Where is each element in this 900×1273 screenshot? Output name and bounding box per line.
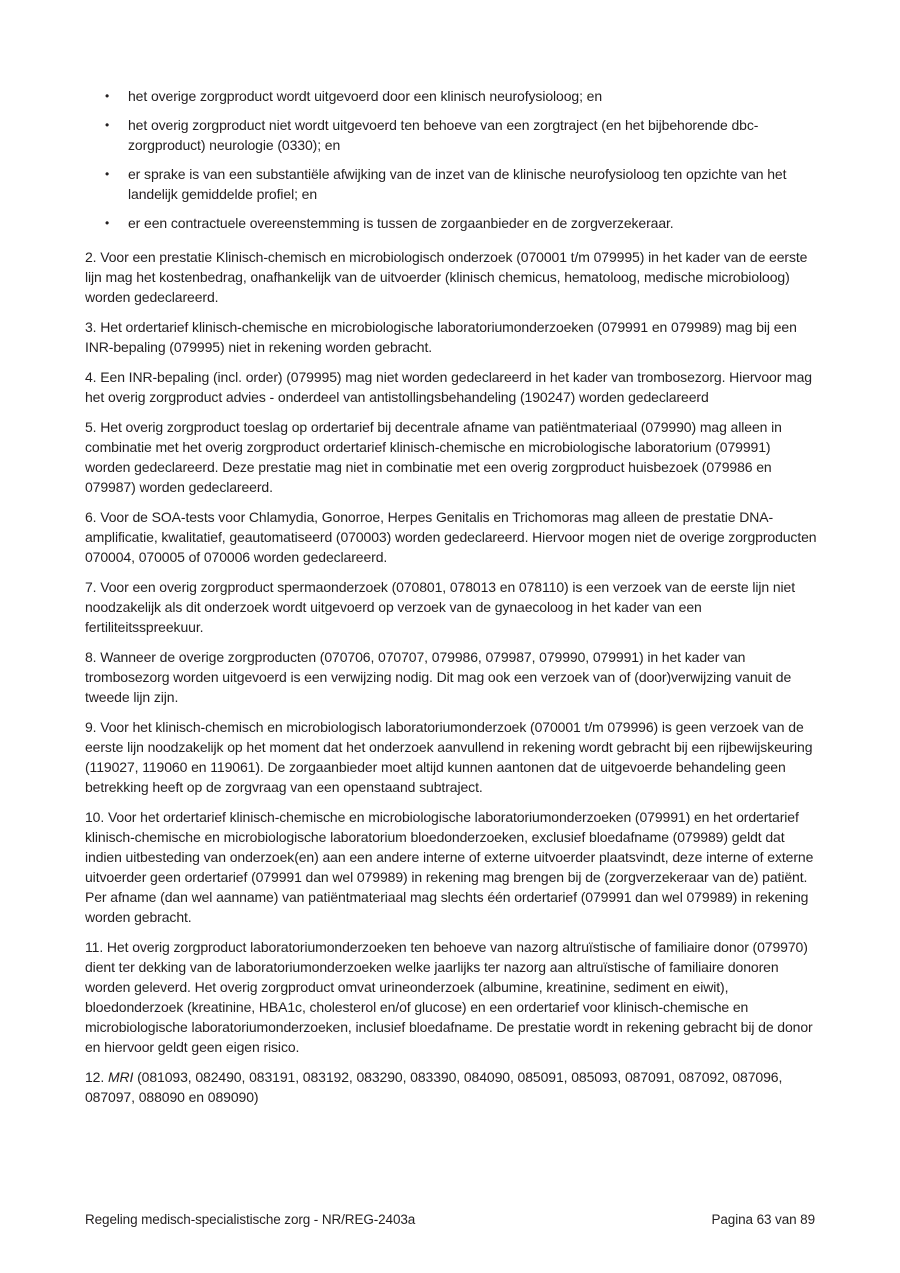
bullet-text: er sprake is van een substantiële afwijking van de inzet van de klinische neurofysioloog ten opzichte van het landelijk gemiddelde profiel; en [128,166,787,202]
paragraph-10: 10. Voor het ordertarief klinisch-chemische en microbiologische laboratoriumonderzoeken (079991) en het ordertarief klinisch-chemische en microbiologische laboratorium bloedonderzoeken, exclusief bloedafname (079989) geldt dat indien uitbesteding van onderzoek(en) aan een andere interne of externe uitvoerder plaatsvindt, deze interne of externe uitvoerder geen ordertarief (079991 dan wel 079989) in rekening mag brengen bij de (zorgverzekeraar van de) patiënt. Per afname (dan wel aanname) van patiëntmateriaal mag slechts één ordertarief (079991 dan wel 079989) in rekening worden gebracht. [85,809,814,925]
footer-doc-title: Regeling medisch-specialistische zorg - NR/REG-2403a [85,1212,416,1227]
bullet-text: het overig zorgproduct niet wordt uitgevoerd ten behoeve van een zorgtraject (en het bijbehorende dbc-zorgproduct) neurologie (0330); en [128,117,759,153]
paragraph-11: 11. Het overig zorgproduct laboratoriumonderzoeken ten behoeve van nazorg altruïstische of familiaire donor (079970) dient ter dekking van de laboratoriumonderzoeken welke jaarlijks ter nazorg aan altruïstische of familiaire donoren worden geleverd. Het overig zorgproduct omvat urineonderzoek (albumine, kreatinine, sediment en eiwit), bloedonderzoek (kreatinine, HBA1c, cholesterol en/of glucose) en een ordertarief voor klinisch-chemische en microbiologische laboratoriumonderzoeken, inclusief bloedafname. De prestatie wordt in rekening gebracht bij de donor en hiervoor geldt geen eigen risico. [85,939,813,1055]
paragraph-2: 2. Voor een prestatie Klinisch-chemisch en microbiologisch onderzoek (070001 t/m 079995) in het kader van de eerste lijn mag het kostenbedrag, onafhankelijk van de uitvoerder (klinisch chemicus, hematoloog, medische microbioloog) worden gedeclareerd. [85,249,808,305]
paragraph-9: 9. Voor het klinisch-chemisch en microbiologisch laboratoriumonderzoek (070001 t/m 079996) is geen verzoek van de eerste lijn noodzakelijk op het moment dat het onderzoek aanvullend in rekening wordt gebracht bij een rijbewijskeuring (119027, 119060 en 119061). De zorgaanbieder moet altijd kunnen aantonen dat de uitgevoerde behandeling geen betrekking heeft op de zorgvraag van een openstaand subtraject. [85,719,813,795]
footer-page-number: Pagina 63 van 89 [711,1212,815,1227]
paragraph-12-codes: (081093, 082490, 083191, 083192, 083290, 083390, 084090, 085091, 085093, 087091, 087092, 087096, 087097, 088090 en 089090) [85,1069,783,1105]
bullet-item [105,86,817,106]
paragraph-12 [85,1067,817,1107]
bullet-item [105,164,817,204]
paragraph-12-number: 12. [85,1069,108,1085]
bullet-item [105,213,817,233]
bullet-icon: • [105,167,110,181]
bullet-text: het overige zorgproduct wordt uitgevoerd door een klinisch neurofysioloog; en [128,88,603,104]
paragraph-7: 7. Voor een overig zorgproduct spermaonderzoek (070801, 078013 en 078110) is een verzoek van de eerste lijn niet noodzakelijk als dit onderzoek wordt uitgevoerd op verzoek van de gynaecoloog in het kader van een fertiliteitsspreekuur. [85,579,796,635]
page-content [85,86,817,1117]
paragraph-3: 3. Het ordertarief klinisch-chemische en microbiologische laboratoriumonderzoeken (079991 en 079989) mag bij een INR-bepaling (079995) niet in rekening worden gebracht. [85,319,797,355]
bullet-icon: • [105,118,110,132]
bullet-icon: • [105,89,110,103]
bullet-list [85,86,817,233]
page-footer [85,1211,815,1229]
paragraph-5: 5. Het overig zorgproduct toeslag op ordertarief bij decentrale afname van patiëntmateriaal (079990) mag alleen in combinatie met het overig zorgproduct ordertarief klinisch-chemische en microbiologische laboratorium (079991) worden gedeclareerd. Deze prestatie mag niet in combinatie met een overig zorgproduct huisbezoek (079986 en 079987) worden gedeclareerd. [85,419,782,495]
bullet-icon: • [105,216,110,230]
paragraph-6: 6. Voor de SOA-tests voor Chlamydia, Gonorroe, Herpes Genitalis en Trichomoras mag alleen de prestatie DNA-amplificatie, kwalitatief, geautomatiseerd (070003) worden gedeclareerd. Hiervoor mogen niet de overige zorgproducten 070004, 070005 of 070006 worden gedeclareerd. [85,509,817,565]
paragraph-4: 4. Een INR-bepaling (incl. order) (079995) mag niet worden gedeclareerd in het kader van trombosezorg. Hiervoor mag het overig zorgproduct advies - onderdeel van antistollingsbehandeling (190247) worden gedeclareerd [85,369,812,405]
bullet-item [105,115,817,155]
bullet-text: er een contractuele overeenstemming is tussen de zorgaanbieder en de zorgverzekeraar. [128,215,674,231]
paragraph-8: 8. Wanneer de overige zorgproducten (070706, 070707, 079986, 079987, 079990, 079991) in het kader van trombosezorg worden uitgevoerd is een verwijzing nodig. Dit mag ook een verzoek van of (door)verwijzing vanuit de tweede lijn zijn. [85,649,792,705]
paragraph-12-italic-term: MRI [107,1069,134,1085]
